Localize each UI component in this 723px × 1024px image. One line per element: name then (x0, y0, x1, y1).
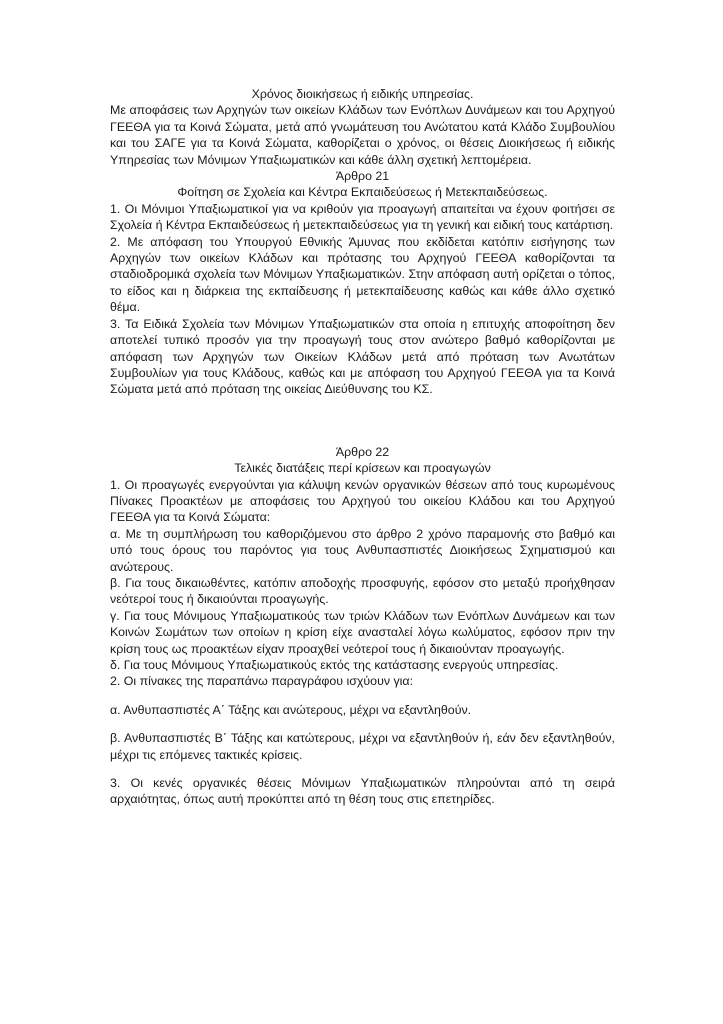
article-22-item-a: α. Με τη συμπλήρωση του καθοριζόμενου στο άρθρο 2 χρόνο παραμονής στο βαθμό και υπό τους όρους του παρόντος για τους Ανθυπασπιστές Διοικήσεως Σχηματισμού και ανώτερους. (110, 526, 615, 574)
section-spacer (110, 398, 615, 444)
article-22-paragraph-2: 2. Οι πίνακες της παραπάνω παραγράφου ισχύουν για: (110, 674, 414, 689)
article-22-paragraph-2-item-b: β. Ανθυπασπιστές Β΄ Τάξης και κατώτερους, μέχρι να εξαντληθούν ή, εάν δεν εξαντληθούν, μέχρι τις επόμενες τακτικές κρίσεις. (110, 731, 615, 762)
section-paragraph: Με αποφάσεις των Αρχηγών των οικείων Κλάδων των Ενόπλων Δυνάμεων και του Αρχηγού ΓΕΕΘΑ για τα Κοινά Σώματα, μετά από γνωμάτευση του Ανώτατου κατά Κλάδο Συμβουλίου και του ΣΑΓΕ για τα Κοινά Σώματα, καθορίζεται ο χρόνος, οι θέσεις Διοικήσεως ή ειδικής Υπηρεσίας των Μόνιμων Υπαξιωματικών και κάθε άλλη σχετική λεπτομέρεια. (110, 103, 615, 167)
article-21-paragraph-1: 1. Οι Μόνιμοι Υπαξιωματικοί για να κριθούν για προαγωγή απαιτείται να έχουν φοιτήσει σε Σχολεία ή Κέντρα Εκπαιδεύσεως ή μετεκπαιδεύσεως για τη γενική και ειδική τους κατάρτιση. (110, 201, 615, 233)
article-21-number: Άρθρο 21 (335, 169, 390, 184)
article-22-item-c: γ. Για τους Μόνιμους Υπαξιωματικούς των τριών Κλάδων των Ενόπλων Δυνάμεων και των Κοινών Σωμάτων των οποίων η κρίση είχε ανασταλεί λόγω κωλύματος, εφόσον πριν την κρίση τους ως προακτέων είχαν προαχθεί νεότεροί τους ή δικαιούνταν προαγωγής. (110, 608, 615, 656)
article-22-title: Τελικές διατάξεις περί κρίσεων και προαγωγών (234, 461, 491, 476)
spacer (110, 763, 615, 775)
section-heading: Χρόνος διοικήσεως ή ειδικής υπηρεσίας. (251, 87, 474, 101)
spacer (110, 718, 615, 730)
article-22-paragraph-1: 1. Οι προαγωγές ενεργούνται για κάλυψη κενών οργανικών θέσεων από τους κυρωμένους Πίνακες Προακτέων με αποφάσεις του Αρχηγού του οικείου Κλάδου και του Αρχηγού ΓΕΕΘΑ για τα Κοινά Σώματα: (110, 477, 615, 525)
spacer (110, 690, 615, 702)
article-21-title: Φοίτηση σε Σχολεία και Κέντρα Εκπαιδεύσεως ή Μετεκπαιδεύσεως. (177, 185, 548, 200)
document-page (110, 86, 615, 808)
article-21-paragraph-3: 3. Τα Ειδικά Σχολεία των Μόνιμων Υπαξιωματικών στα οποία η επιτυχής αποφοίτηση δεν αποτελεί τυπικό προσόν για την προαγωγή τους στον ανώτερο βαθμό καθορίζονται με απόφαση των Αρχηγών των Οικείων Κλάδων μετά από πρόταση των Ανωτάτων Συμβουλίων για τους Κλάδους, καθώς και με απόφαση του Αρχηγού ΓΕΕΘΑ για τα Κοινά Σώματα μετά από πρόταση της οικείας Διεύθυνσης του ΚΣ. (110, 316, 615, 397)
article-22-item-d: δ. Για τους Μόνιμους Υπαξιωματικούς εκτός της κατάστασης ενεργούς υπηρεσίας. (110, 658, 559, 672)
article-22-number: Άρθρο 22 (335, 444, 390, 459)
article-22-paragraph-2-item-a: α. Ανθυπασπιστές Α΄ Τάξης και ανώτερους, μέχρι να εξαντληθούν. (110, 702, 472, 717)
article-21-paragraph-2: 2. Με απόφαση του Υπουργού Εθνικής Άμυνας που εκδίδεται κατόπιν εισήγησης των Αρχηγών των οικείων Κλάδων και πρότασης του Αρχηγού ΓΕΕΘΑ καθορίζονται τα σταδιοδρομικά σχολεία των Μόνιμων Υπαξιωματικών. Στην απόφαση αυτή ορίζεται ο τόπος, το είδος και η διάρκεια της εκπαίδευσης ή μετεκπαίδευσης καθώς και κάθε άλλο σχετικό θέμα. (110, 234, 615, 315)
article-22-paragraph-3: 3. Οι κενές οργανικές θέσεις Μόνιμων Υπαξιωματικών πληρούνται από τη σειρά αρχαιότητας, όπως αυτή προκύπτει από τη θέση τους στις επετηρίδες. (110, 776, 615, 807)
article-22-item-b: β. Για τους δικαιωθέντες, κατόπιν αποδοχής προσφυγής, εφόσον στο μεταξύ προήχθησαν νεότεροί τους ή δικαιούνται προαγωγής. (110, 575, 615, 607)
